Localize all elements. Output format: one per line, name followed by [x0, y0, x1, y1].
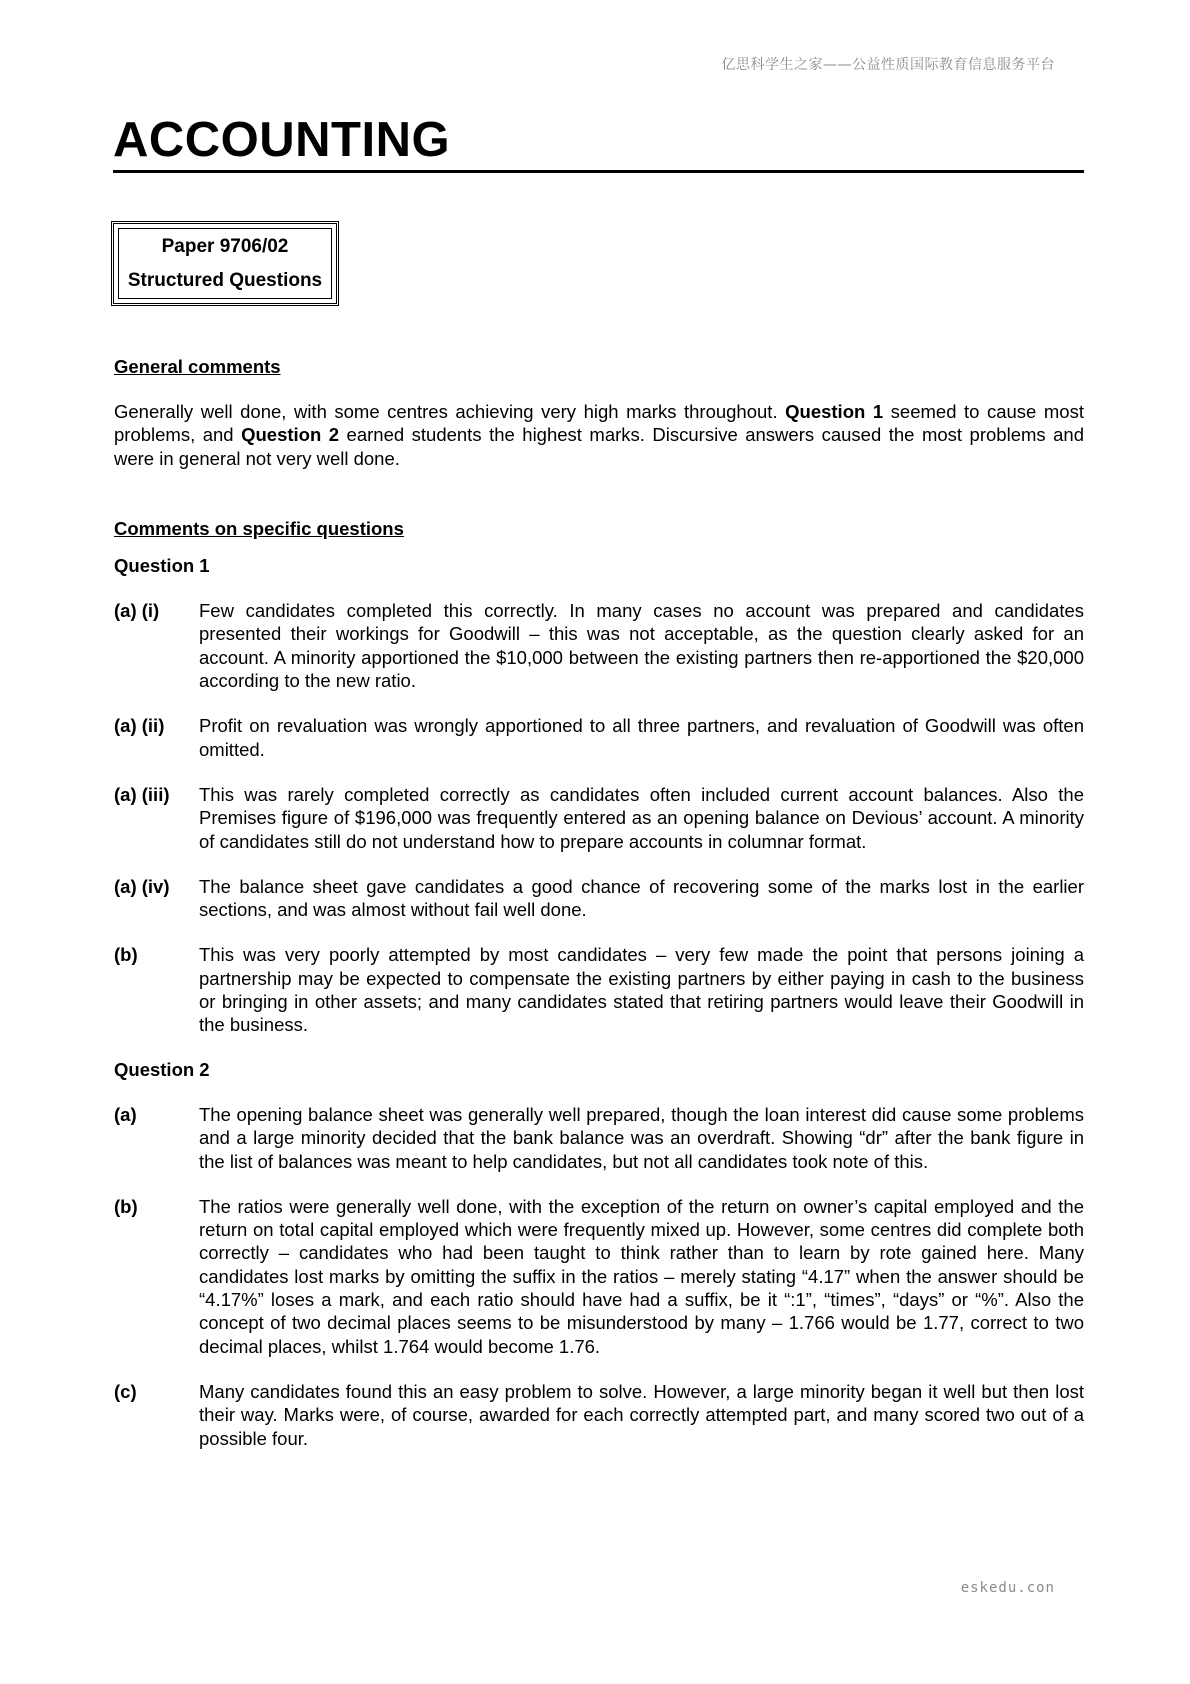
item-text: Profit on revaluation was wrongly apportioned to all three partners, and revaluation of Goodwill was often omitted.: [199, 715, 1084, 760]
general-text-3: earned students the highest marks. Discursive answers caused the most problems and were in general not very well done.: [114, 424, 1084, 469]
watermark-footer: eskedu.con: [960, 1580, 1055, 1596]
general-bold-question-1: Question 1: [785, 401, 884, 422]
paper-type: Structured Questions: [127, 269, 323, 291]
page-title: ACCOUNTING: [113, 113, 451, 167]
item-text: Many candidates found this an easy problem to solve. However, a large minority began it well but then lost their way. Marks were, of course, awarded for each correctly attempted part, and many scored two out of a possible four.: [199, 1380, 1084, 1449]
q2-item-c: [114, 1380, 1084, 1450]
q1-item-a-iii: [114, 783, 1084, 853]
q1-item-b: [114, 943, 1084, 1036]
report-content: [114, 355, 1084, 1450]
item-label: (b): [114, 944, 138, 966]
item-label: (c): [114, 1380, 137, 1402]
question-2-heading: Question 2: [114, 1058, 210, 1080]
paper-info-box-inner: [118, 228, 332, 299]
q1-item-a-iv: [114, 875, 1084, 922]
item-label: (a) (iii): [114, 783, 170, 805]
paper-info-box: [111, 221, 339, 306]
item-text: The opening balance sheet was generally well prepared, though the loan interest did cause some problems and a large minority decided that the bank balance was an overdraft. Showing “dr” after the bank figure in the list of balances was meant to help candidates, but not all candidates took note of this.: [199, 1103, 1084, 1172]
general-bold-question-2: Question 2: [241, 424, 340, 446]
q2-item-b: [114, 1195, 1084, 1358]
q1-item-a-ii: [114, 714, 1084, 761]
item-text: The balance sheet gave candidates a good chance of recovering some of the marks lost in the earlier sections, and was almost without fail well done.: [199, 875, 1084, 921]
item-label: (a): [114, 1103, 137, 1125]
item-label: (b): [114, 1195, 138, 1217]
general-comments-heading: General comments: [114, 356, 281, 377]
item-text: The ratios were generally well done, with the exception of the return on owner’s capital employed and the return on total capital employed which were frequently mixed up. However, some centres did complete both correctly – candidates who had been taught to think rather than to learn by rote gained here. Many candidates lost marks by omitting the suffix in the ratios – merely stating “4.17” when the answer should be “4.17%” loses a mark, and each ratio should have had a suffix, be it “:1”, “times”, “days” or “%”. Also the concept of two decimal places seems to be misunderstood by many – 1.766 would be 1.77, correct to two decimal places, whilst 1.764 would become 1.76.: [199, 1195, 1084, 1357]
specific-comments-heading: Comments on specific questions: [114, 517, 404, 539]
paper-code: Paper 9706/02: [161, 235, 289, 257]
item-text: Few candidates completed this correctly. In many cases no account was prepared and candidates presented their workings for Goodwill – this was not acceptable, as the question clearly asked for an account. A minority apportioned the $10,000 between the existing partners then re-apportioned the $20,000 according to the new ratio.: [199, 600, 1084, 692]
q1-item-a-i: [114, 599, 1084, 692]
question-1-heading: Question 1: [114, 554, 210, 576]
q2-item-a: [114, 1103, 1084, 1173]
general-text-1: Generally well done, with some centres achieving very high marks throughout.: [114, 401, 786, 422]
item-text: This was very poorly attempted by most candidates – very few made the point that persons joining a partnership may be expected to compensate the existing partners by either paying in cash to the business or bringing in other assets; and many candidates stated that retiring partners would leave their Goodwill in the business.: [199, 944, 1084, 1036]
general-comments-paragraph: [114, 400, 1084, 470]
item-label: (a) (i): [114, 600, 160, 622]
general-text-2: seemed to cause most problems, and: [114, 401, 1084, 446]
item-label: (a) (ii): [114, 715, 165, 737]
item-label: (a) (iv): [114, 875, 170, 897]
watermark-header: 亿思科学生之家——公益性质国际教育信息服务平台: [721, 57, 1055, 73]
title-underline-rule: [113, 170, 1084, 173]
item-text: This was rarely completed correctly as candidates often included current account balances. Also the Premises figure of $196,000 was frequently entered as an opening balance on Devious’ account. A minority of candidates still do not understand how to prepare accounts in columnar format.: [199, 783, 1084, 852]
